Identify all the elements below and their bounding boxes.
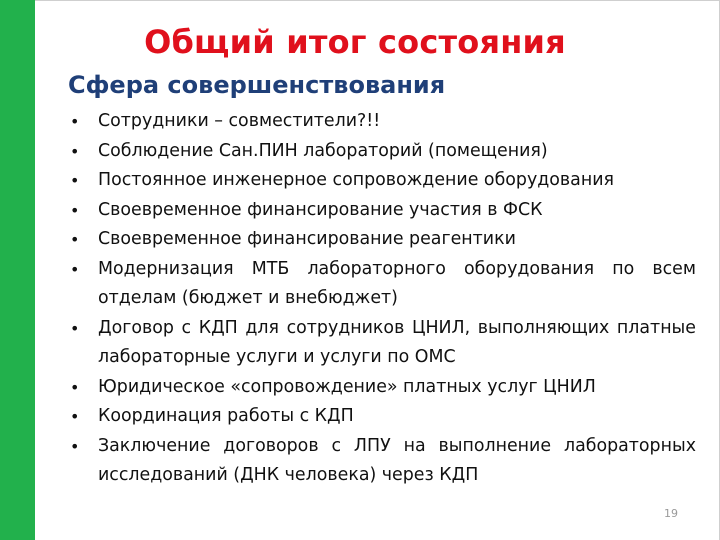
- list-item: [70, 137, 696, 167]
- list-item: [70, 225, 696, 255]
- list-item: [70, 402, 696, 432]
- bullet-icon: •: [70, 377, 80, 397]
- list-item: [70, 255, 696, 314]
- accent-side-bar: [0, 0, 35, 540]
- bullet-icon: •: [70, 200, 80, 220]
- list-item-text: Координация работы с КДП: [98, 406, 354, 426]
- list-item: [70, 373, 696, 403]
- list-item: [70, 107, 696, 137]
- list-item-text: Заключение договоров с ЛПУ на выполнение лабораторных исследований (ДНК человека) через КДП: [98, 435, 696, 485]
- list-item-text: Постоянное инженерное сопровождение оборудования: [98, 170, 614, 190]
- list-item-text: Модернизация МТБ лабораторного оборудования по всем отделам (бюджет и внебюджет): [98, 258, 696, 308]
- slide-subtitle: Сфера совершенствования: [68, 71, 446, 99]
- list-item-text: Юридическое «сопровождение» платных услуг ЦНИЛ: [98, 376, 596, 397]
- list-item-text: Своевременное финансирование участия в ФСК: [98, 199, 543, 220]
- list-item-text: Договор с КДП для сотрудников ЦНИЛ, выполняющих платные лабораторные услуги и услуги по ОМС: [98, 317, 696, 367]
- list-item-text: Сотрудники – совместители?!!: [98, 111, 381, 131]
- bullet-icon: •: [70, 230, 80, 249]
- page-number: 19: [664, 507, 678, 520]
- slide-title: Общий итог состояния: [144, 23, 566, 61]
- list-item: [70, 196, 696, 226]
- list-item: [70, 432, 696, 491]
- bullet-icon: •: [70, 436, 80, 456]
- list-item-text: Своевременное финансирование реагентики: [98, 229, 516, 249]
- list-item: [70, 314, 696, 373]
- bullet-list: [70, 107, 696, 491]
- list-item: [70, 166, 696, 196]
- bullet-icon: •: [70, 171, 80, 190]
- bullet-icon: •: [70, 318, 80, 338]
- bullet-icon: •: [70, 259, 80, 279]
- bullet-icon: •: [70, 112, 80, 131]
- list-item-text: Соблюдение Сан.ПИН лабораторий (помещения): [98, 140, 548, 161]
- bullet-icon: •: [70, 407, 80, 426]
- bullet-icon: •: [70, 141, 80, 161]
